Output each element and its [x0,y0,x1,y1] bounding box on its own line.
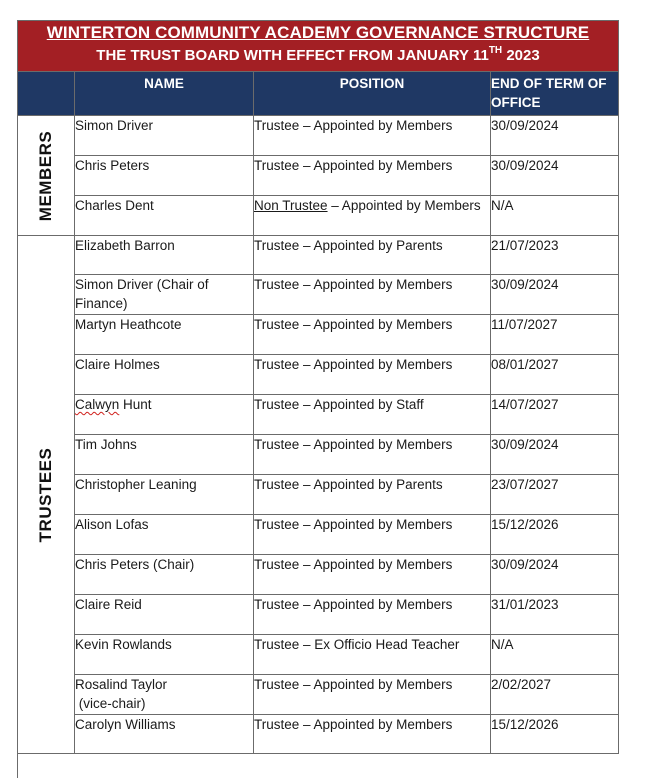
trustee-name: Claire Reid [75,595,254,635]
table-row [18,315,619,355]
trustee-end-of-term: N/A [491,635,619,675]
trustee-name: Tim Johns [75,435,254,475]
members-group-label: MEMBERS [36,130,55,221]
trustee-end-of-term: 23/07/2027 [491,475,619,515]
member-position: Trustee – Appointed by Members [254,156,491,196]
table-row [18,715,619,754]
trustees-group-label: TRUSTEES [36,447,55,542]
trustee-position: Trustee – Appointed by Members [254,675,491,715]
trustee-name-line-1: Rosalind Taylor [75,677,168,692]
member-name: Simon Driver [75,116,254,156]
table-row [18,355,619,395]
table-row [18,555,619,595]
trustee-end-of-term: 15/12/2026 [491,515,619,555]
member-end-of-term: N/A [491,196,619,236]
table-row [18,435,619,475]
table-row [18,475,619,515]
trustee-end-of-term: 30/09/2024 [491,555,619,595]
trustee-name: Chris Peters (Chair) [75,555,254,595]
trustee-position: Trustee – Appointed by Parents [254,236,491,275]
trustee-end-of-term: 21/07/2023 [491,236,619,275]
trustee-end-of-term: 08/01/2027 [491,355,619,395]
title-line-1: WINTERTON COMMUNITY ACADEMY GOVERNANCE STRUCTURE [46,23,590,42]
trustees-group-cell [18,236,75,754]
trustee-end-of-term: 30/09/2024 [491,435,619,475]
header-name-label: NAME [144,76,184,91]
table-title [18,21,619,72]
trustee-position: Trustee – Appointed by Members [254,515,491,555]
header-row [18,72,619,116]
header-position-label: POSITION [339,76,405,91]
trustee-position: Trustee – Appointed by Parents [254,475,491,515]
trustee-name: Martyn Heathcote [75,315,254,355]
non-trustee-text: Non Trustee [254,198,328,213]
table-row [18,635,619,675]
trustee-name: Simon Driver (Chair of Finance) [75,275,254,315]
trustee-name [75,395,254,435]
member-position [254,196,491,236]
trustee-name-rest: Hunt [119,397,152,412]
table-row [18,236,619,275]
spellcheck-word: Calwyn [75,397,120,412]
header-name [75,72,254,116]
trustee-position: Trustee – Ex Officio Head Teacher [254,635,491,675]
trustee-position: Trustee – Appointed by Members [254,595,491,635]
trustee-end-of-term: 14/07/2027 [491,395,619,435]
member-position: Trustee – Appointed by Members [254,116,491,156]
table-row [18,595,619,635]
trustee-position: Trustee – Appointed by Members [254,275,491,315]
member-end-of-term: 30/09/2024 [491,156,619,196]
trustee-name: Kevin Rowlands [75,635,254,675]
table-row [18,156,619,196]
table-row [18,275,619,315]
title-line-2 [18,45,618,67]
trustee-end-of-term: 11/07/2027 [491,315,619,355]
title-year: 2023 [502,47,540,64]
trustee-end-of-term: 30/09/2024 [491,275,619,315]
trustee-name-line-2: (vice-chair) [75,696,146,711]
trustee-name: Alison Lofas [75,515,254,555]
header-end-label: END OF TERM OF OFFICE [491,76,607,110]
member-name: Chris Peters [75,156,254,196]
trustee-position: Trustee – Appointed by Members [254,555,491,595]
table-row [18,395,619,435]
trustee-position: Trustee – Appointed by Staff [254,395,491,435]
header-end-of-term [491,72,619,116]
trustee-position: Trustee – Appointed by Members [254,435,491,475]
trustee-end-of-term: 2/02/2027 [491,675,619,715]
trustee-position: Trustee – Appointed by Members [254,715,491,754]
member-position-rest: – Appointed by Members [327,198,481,213]
trustee-position: Trustee – Appointed by Members [254,355,491,395]
header-position [254,72,491,116]
trustee-name: Christopher Leaning [75,475,254,515]
trustee-end-of-term: 31/01/2023 [491,595,619,635]
table-row [18,196,619,236]
table-row [18,675,619,715]
table-row [18,515,619,555]
trustee-name [75,675,254,715]
governance-table [17,20,619,754]
member-name: Charles Dent [75,196,254,236]
trustee-name: Elizabeth Barron [75,236,254,275]
trustee-name: Claire Holmes [75,355,254,395]
members-group-cell [18,116,75,236]
member-end-of-term: 30/09/2024 [491,116,619,156]
trustee-end-of-term: 15/12/2026 [491,715,619,754]
table-row [18,116,619,156]
header-group [18,72,75,116]
title-line-2-text: THE TRUST BOARD WITH EFFECT FROM JANUARY 11 [96,47,489,64]
trustee-name: Carolyn Williams [75,715,254,754]
trustee-position: Trustee – Appointed by Members [254,315,491,355]
page-border-line [17,751,18,778]
title-superscript: TH [488,45,503,56]
